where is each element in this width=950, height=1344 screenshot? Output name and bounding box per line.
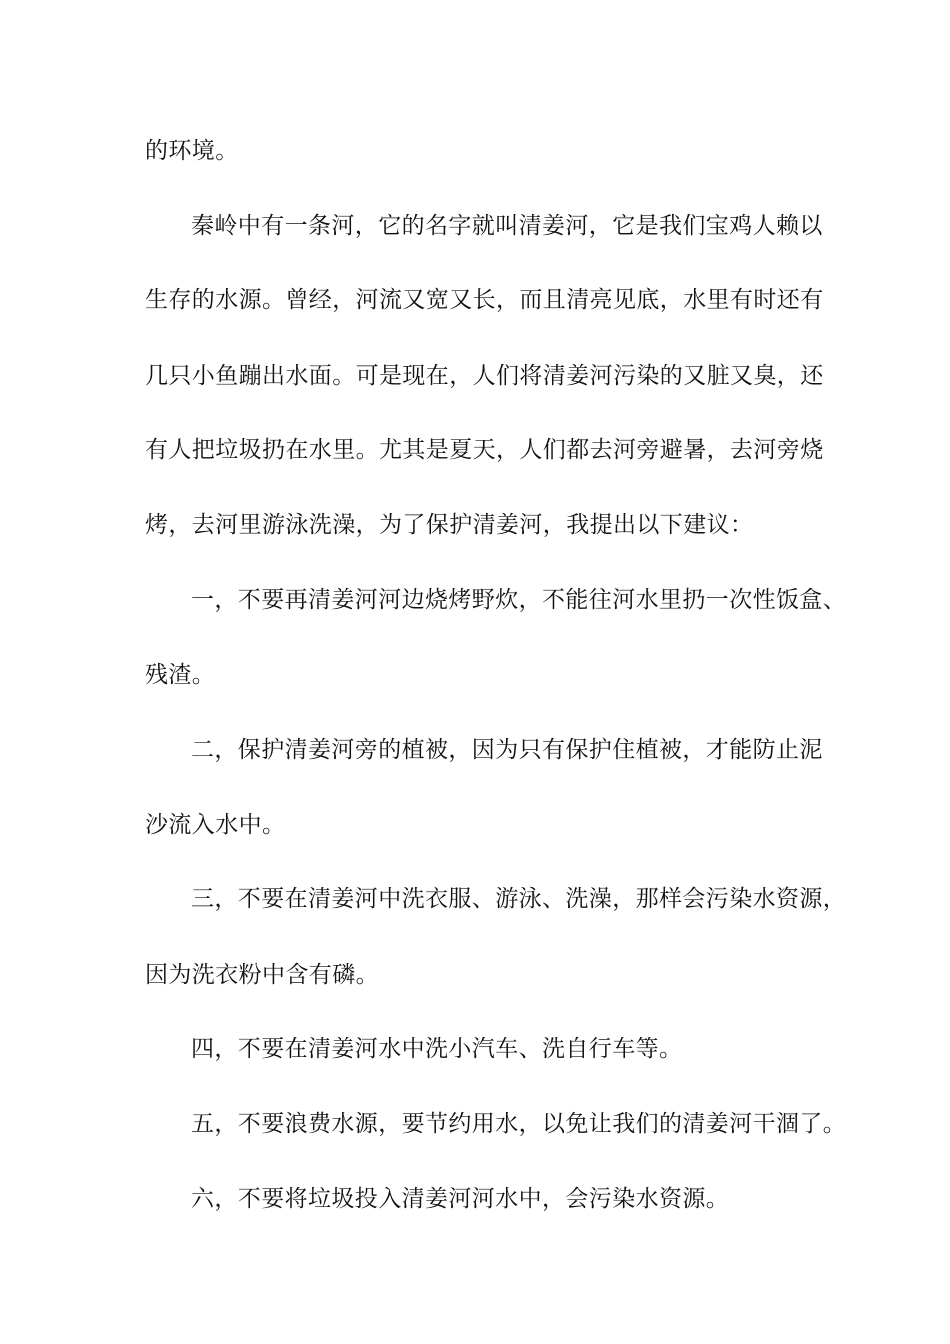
text-line: 一，不要再清姜河河边烧烤野炊，不能往河水里扔一次性饭盒、 <box>191 587 847 613</box>
text-line: 沙流入水中。 <box>145 812 286 838</box>
text-line: 残渣。 <box>145 662 216 688</box>
text-line: 几只小鱼蹦出水面。可是现在，人们将清姜河污染的又脏又臭，还 <box>145 363 824 389</box>
text-line: 四，不要在清姜河水中洗小汽车、洗自行车等。 <box>191 1036 683 1062</box>
text-line: 五，不要浪费水源，要节约用水，以免让我们的清姜河干涸了。 <box>191 1111 847 1137</box>
text-line: 生存的水源。曾经，河流又宽又长，而且清亮见底，水里有时还有 <box>145 287 824 313</box>
text-line: 的环境。 <box>145 138 239 164</box>
text-line: 三，不要在清姜河中洗衣服、游泳、洗澡，那样会污染水资源， <box>191 886 847 912</box>
text-line: 秦岭中有一条河，它的名字就叫清姜河，它是我们宝鸡人赖以 <box>191 213 823 239</box>
text-line: 六，不要将垃圾投入清姜河河水中，会污染水资源。 <box>191 1186 730 1212</box>
text-line: 烤，去河里游泳洗澡，为了保护清姜河，我提出以下建议： <box>145 512 754 538</box>
text-line: 二，保护清姜河旁的植被，因为只有保护住植被，才能防止泥 <box>191 737 823 763</box>
text-line: 有人把垃圾扔在水里。尤其是夏天，人们都去河旁避暑，去河旁烧 <box>145 437 824 463</box>
text-line: 因为洗衣粉中含有磷。 <box>145 962 379 988</box>
